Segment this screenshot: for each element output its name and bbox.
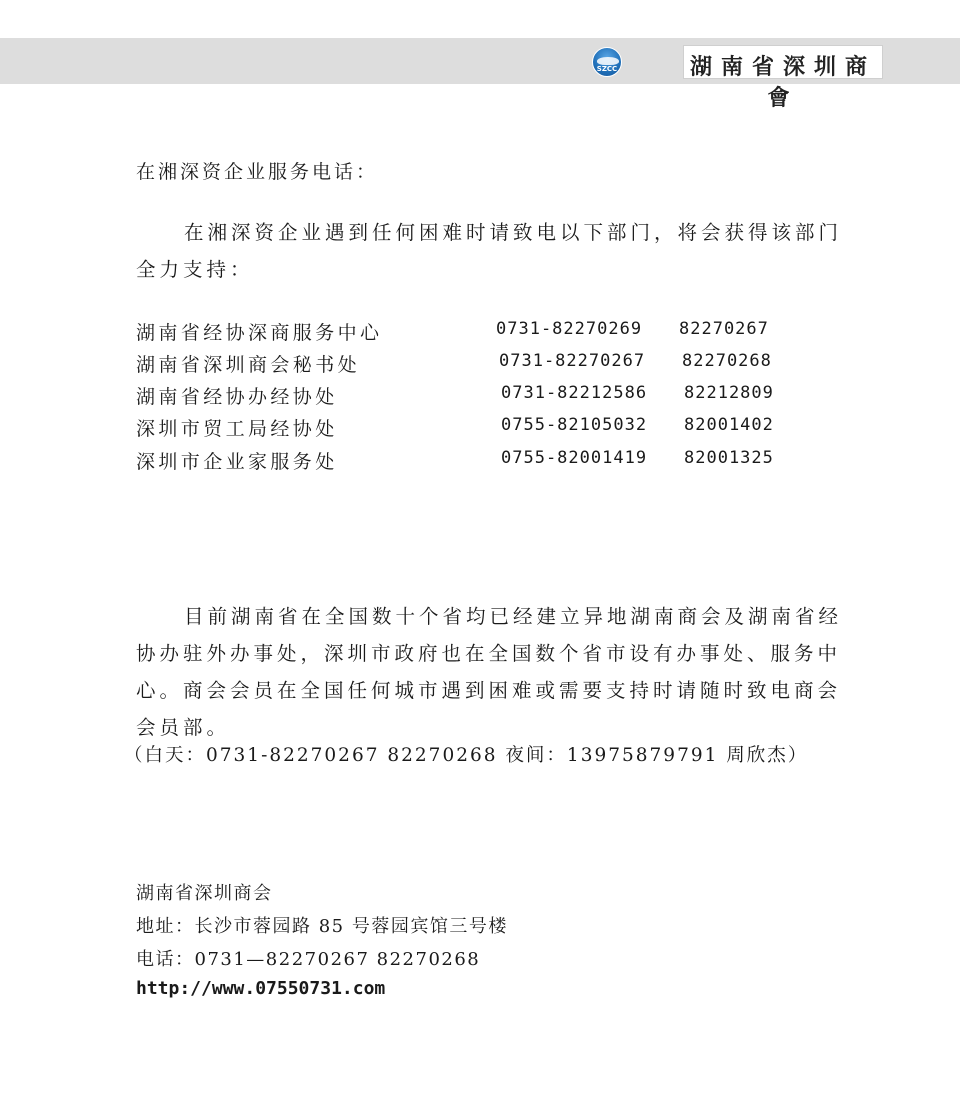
- contact-name: 湖南省深圳商会秘书处: [136, 354, 361, 376]
- contact-name: 深圳市企业家服务处: [136, 451, 338, 473]
- contact-phone-primary: 0731-82270269: [496, 319, 643, 339]
- contact-phone-primary: 0731-82270267: [499, 351, 646, 371]
- footer-org: 湖南省深圳商会: [136, 883, 273, 904]
- section-title: 在湘深资企业服务电话：: [136, 161, 379, 183]
- szcc-logo-icon: [592, 47, 622, 77]
- contact-phone-primary: 0731-82212586: [501, 383, 648, 403]
- footer-url-link[interactable]: http://www.07550731.com: [136, 978, 386, 999]
- contact-note: （白天：0731-82270267 82270268 夜间：13975879791 周欣杰）: [124, 745, 809, 766]
- contact-phone-secondary: 82001325: [684, 448, 774, 468]
- footer-address: 地址：长沙市蓉园路 85 号蓉园宾馆三号楼: [136, 916, 508, 937]
- contact-phone-primary: 0755-82105032: [501, 415, 648, 435]
- contact-phone-secondary: 82001402: [684, 415, 774, 435]
- logo-wave: [597, 57, 619, 65]
- body-paragraph: 目前湖南省在全国数十个省均已经建立异地湖南商会及湖南省经协办驻外办事处，深圳市政府也在全国数个省市设有办事处、服务中心。商会会员在全国任何城市遇到困难或需要支持时请随时致电商会会员部。: [136, 605, 843, 739]
- logo-text: SZCC: [596, 65, 618, 73]
- contact-phone-secondary: 82212809: [684, 383, 774, 403]
- contact-phone-secondary: 82270268: [682, 351, 772, 371]
- brand-box: [683, 45, 883, 111]
- footer-phone: 电话：0731—82270267 82270268: [136, 949, 481, 970]
- intro-paragraph: 在湘深资企业遇到任何困难时请致电以下部门，将会获得该部门全力支持：: [136, 221, 843, 281]
- contact-name: 湖南省经协深商服务中心: [136, 322, 383, 344]
- contact-name: 湖南省经协办经协处: [136, 386, 338, 408]
- brand-title: 湖南省深圳商會: [689, 54, 876, 111]
- contact-name: 深圳市贸工局经协处: [136, 418, 338, 440]
- contact-phone-secondary: 82270267: [679, 319, 769, 339]
- contact-phone-primary: 0755-82001419: [501, 448, 648, 468]
